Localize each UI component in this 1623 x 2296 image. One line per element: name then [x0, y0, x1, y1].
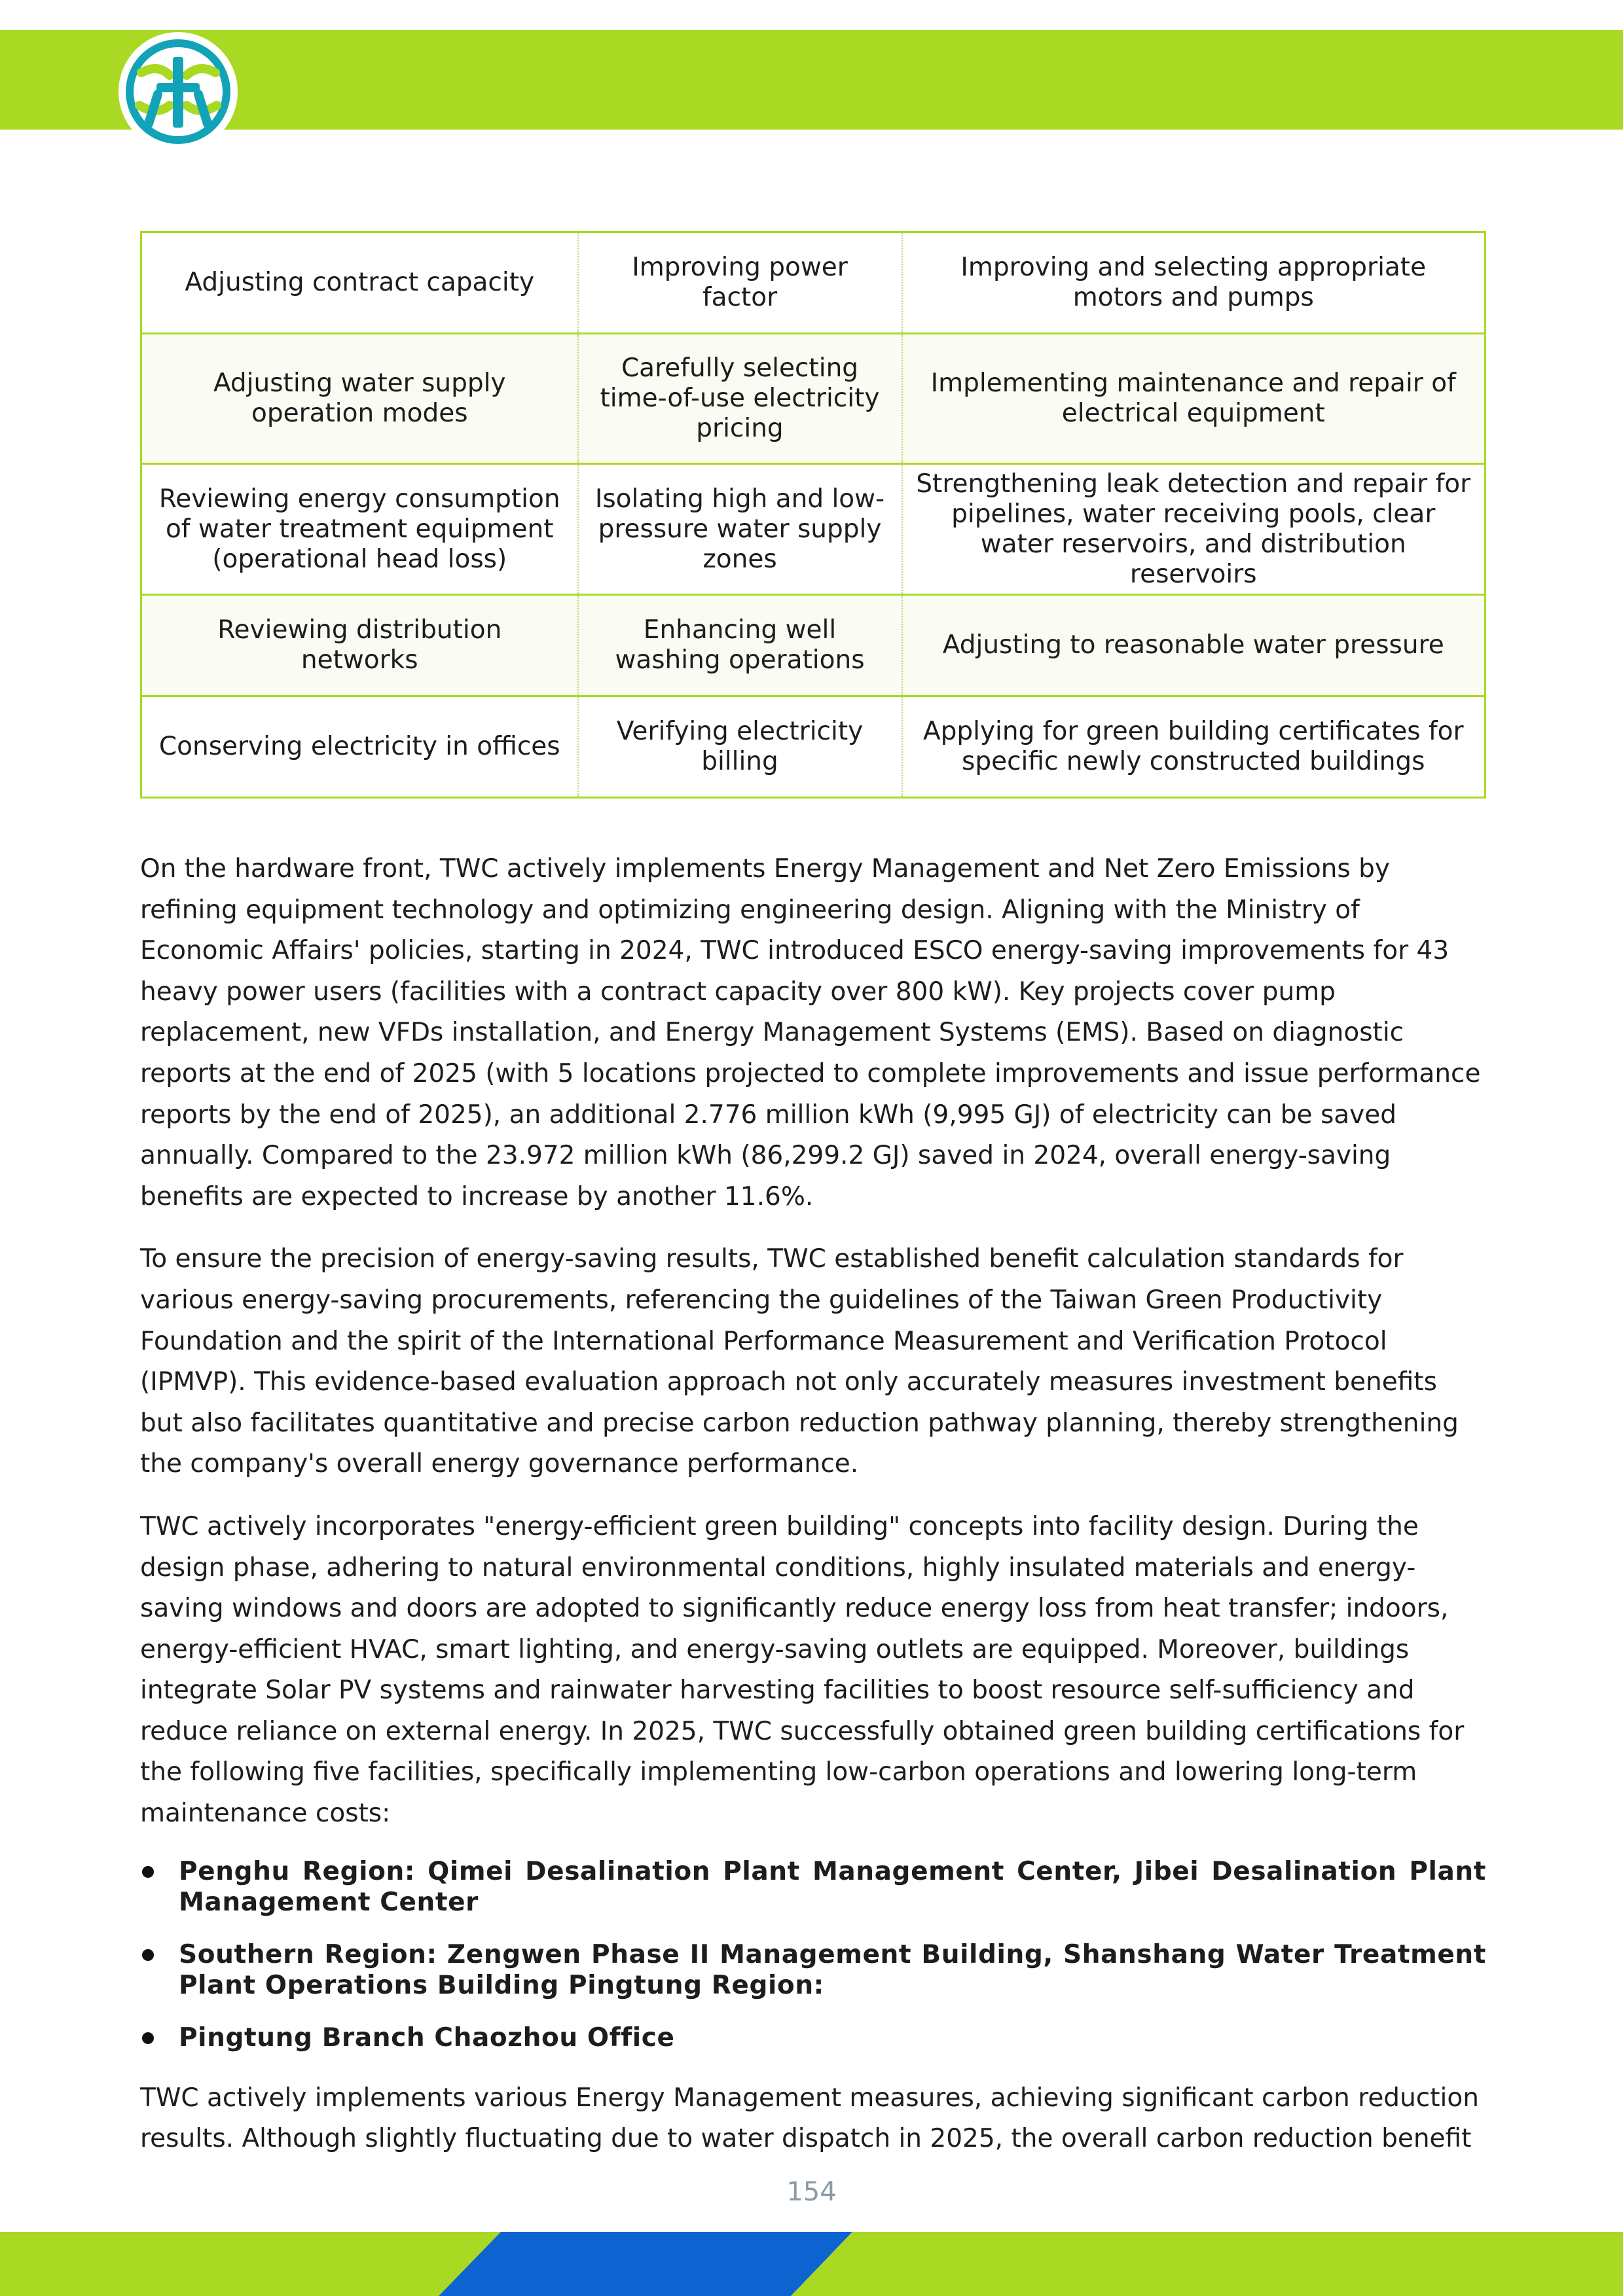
table-row: [141, 595, 1486, 696]
certified-facilities-list: [140, 1856, 1486, 2053]
table-cell: Enhancing well washing operations: [578, 595, 902, 696]
table-cell: Conserving electricity in offices: [141, 696, 578, 798]
table-row: [141, 464, 1486, 595]
list-item: [140, 1856, 1486, 1918]
bullet-icon: [142, 1866, 154, 1878]
table-cell: Strengthening leak detection and repair for pipelines, water receiving pools, clear water reservoirs, and distribution reservoirs: [902, 464, 1486, 595]
list-item-text: Pingtung Branch Chaozhou Office: [179, 2022, 675, 2053]
paragraph: TWC actively incorporates "energy-efficient green building" concepts into facility design. During the design phase, adhering to natural environmental conditions, highly insulated materials and energy-saving windows and doors are adopted to significantly reduce energy loss from heat transfer; indoors, energy-efficient HVAC, smart lighting, and energy-saving outlets are equipped. Moreover, buildings integrate Solar PV systems and rainwater harvesting facilities to boost resource self-sufficiency and reduce reliance on external energy. In 2025, TWC successfully obtained green building certifications for the following five facilities, specifically implementing low-carbon operations and lowering long-term maintenance costs:: [140, 1511, 1465, 1829]
paragraph: TWC actively implements various Energy Management measures, achieving significant carbon reduction results. Although slightly fluctuating due to water dispatch in 2025, the overall carbon reduction benefit: [140, 2083, 1479, 2154]
bullet-icon: [142, 2032, 154, 2044]
table-cell: Implementing maintenance and repair of electrical equipment: [902, 334, 1486, 464]
list-item: [140, 2022, 1486, 2053]
table-row: [141, 696, 1486, 798]
bullet-icon: [142, 1949, 154, 1961]
table-cell: Applying for green building certificates for specific newly constructed buildings: [902, 696, 1486, 798]
list-item: [140, 1939, 1486, 2001]
energy-measures-table: [140, 231, 1486, 798]
paragraph: To ensure the precision of energy-saving results, TWC established benefit calculation standards for various energy-saving procurements, referencing the guidelines of the Taiwan Green Productivity Foundation and the spirit of the International Performance Measurement and Verification Protocol (IPMVP). This evidence-based evaluation approach not only accurately measures investment benefits but also facilitates quantitative and precise carbon reduction pathway planning, thereby strengthening the company's overall energy governance performance.: [140, 1244, 1459, 1479]
table-cell: Verifying electricity billing: [578, 696, 902, 798]
twc-logo-icon: [119, 32, 238, 151]
table-cell: Adjusting to reasonable water pressure: [902, 595, 1486, 696]
table-cell: Improving power factor: [578, 232, 902, 334]
table-cell: Improving and selecting appropriate motors and pumps: [902, 232, 1486, 334]
table-row: [141, 334, 1486, 464]
page-number: 154: [786, 2177, 837, 2207]
table-cell: Isolating high and low-pressure water supply zones: [578, 464, 902, 595]
header-band: [0, 30, 1623, 130]
list-item-text: Penghu Region: Qimei Desalination Plant Management Center, Jibei Desalination Plant Management Center: [179, 1856, 1486, 1917]
table-row: [141, 232, 1486, 334]
paragraph: On the hardware front, TWC actively implements Energy Management and Net Zero Emissions by refining equipment technology and optimizing engineering design. Aligning with the Ministry of Economic Affairs' policies, starting in 2024, TWC introduced ESCO energy-saving improvements for 43 heavy power users (facilities with a contract capacity over 800 kW). Key projects cover pump replacement, new VFDs installation, and Energy Management Systems (EMS). Based on diagnostic reports at the end of 2025 (with 5 locations projected to complete improvements and issue performance reports by the end of 2025), an additional 2.776 million kWh (9,995 GJ) of electricity can be saved annually. Compared to the 23.972 million kWh (86,299.2 GJ) saved in 2024, overall energy-saving benefits are expected to increase by another 11.6%.: [140, 854, 1481, 1211]
table-cell: Carefully selecting time-of-use electricity pricing: [578, 334, 902, 464]
table-cell: Reviewing energy consumption of water treatment equipment (operational head loss): [141, 464, 578, 595]
list-item-text: Southern Region: Zengwen Phase II Management Building, Shanshang Water Treatment Plant Operations Building Pingtung Region:: [179, 1939, 1486, 2000]
table-cell: Adjusting contract capacity: [141, 232, 578, 334]
footer-band: [0, 2232, 1623, 2296]
table-cell: Reviewing distribution networks: [141, 595, 578, 696]
body-text: [140, 849, 1486, 2181]
table-cell: Adjusting water supply operation modes: [141, 334, 578, 464]
